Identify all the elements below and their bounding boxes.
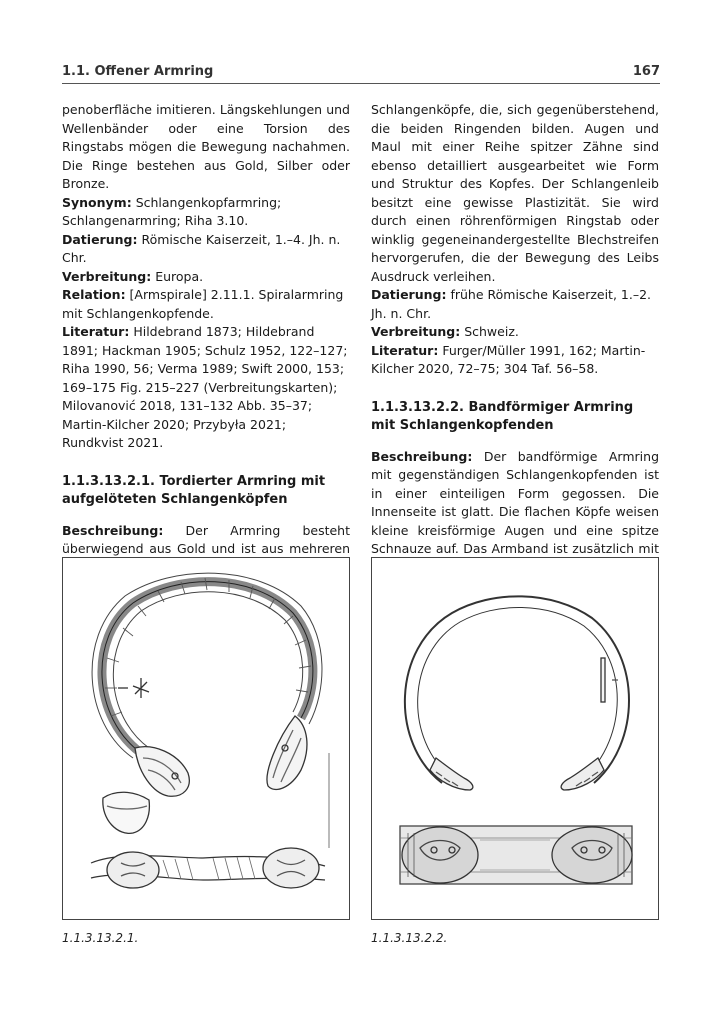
- verbreitung-entry-right: [371, 323, 659, 342]
- verbreitung-text: Europa.: [151, 268, 204, 284]
- beschreibung-text-right: Der bandförmige Armring mit gegenständigen Schlangenkopfenden ist in einer einteiligen Form gegossen. Die Innenseite ist glatt. Die flachen Köpfe weisen kleine kreisförmige Augen und eine spitze Schnauze auf. Das Armband ist zusätzlich mit: [371, 448, 659, 556]
- section-title-header: 1.1. Offener Armring: [62, 64, 214, 79]
- running-header: [62, 58, 660, 84]
- verbreitung-entry: [62, 268, 350, 287]
- figure-band-armring: [371, 557, 659, 920]
- intro-paragraph: penoberfläche imitieren. Längskehlungen und Wellenbänder oder eine Torsion des Ringstabs mögen die Bewegung nachahmen. Die Ringe bestehen aus Gold, Silber oder Bronze.: [62, 102, 350, 191]
- twisted-armring-drawing: [63, 558, 351, 921]
- literatur-label: Literatur:: [62, 324, 130, 339]
- relation-text: [Armspirale] 2.11.1. Spiralarmring mit Schlangenkopfende.: [62, 287, 344, 321]
- literatur-entry: [62, 323, 350, 453]
- datierung-text: Römische Kaiserzeit, 1.–4. Jh. n. Chr.: [62, 231, 341, 265]
- literatur-text: Hildebrand 1873; Hildebrand 1891; Hackman 1905; Schulz 1952, 122–127; Riha 1990, 56; Verma 1989; Swift 2000, 153; 169–175 Fig. 215–227 (Verbreitungskarten); Milovanović 2018, 131–132 Abb. 35–37; Martin-Kilcher 2020; Przybyła 2021; Rundkvist 2021.: [62, 324, 348, 450]
- datierung-label: Datierung:: [62, 231, 138, 247]
- page-number: 167: [632, 64, 660, 79]
- synonym-label: Synonym:: [62, 194, 132, 210]
- datierung-entry: [62, 231, 350, 268]
- beschreibung-label-right: Beschreibung:: [371, 448, 473, 464]
- figure-twisted-armring: [62, 557, 350, 920]
- beschreibung-label: Beschreibung:: [62, 522, 164, 538]
- literatur-entry-right: [371, 342, 659, 379]
- synonym-text: Schlangenkopfarmring; Schlangenarmring; Riha 3.10.: [62, 194, 282, 228]
- datierung-entry-right: [371, 286, 659, 323]
- beschreibung-text: Der Armring besteht überwiegend aus Gold und ist aus mehreren: [62, 522, 350, 556]
- left-column: [62, 101, 350, 614]
- synonym-entry: [62, 194, 350, 231]
- datierung-label-right: Datierung:: [371, 287, 447, 302]
- datierung-text-right: frühe Römische Kaiserzeit, 1.–2. Jh. n. Chr.: [371, 287, 652, 321]
- literatur-text-right: Furger/Müller 1991, 162; Martin-Kilcher 2020, 72–75; 304 Taf. 56–58.: [371, 342, 646, 376]
- verbreitung-label-right: Verbreitung:: [371, 324, 461, 339]
- band-armring-drawing: [372, 558, 660, 921]
- verbreitung-label: Verbreitung:: [62, 268, 152, 284]
- relation-label: Relation:: [62, 287, 126, 302]
- literatur-label-right: Literatur:: [371, 342, 439, 358]
- right-column: [371, 101, 659, 577]
- continuation-paragraph: Schlangenköpfe, die, sich gegenüberstehend, die beiden Ringenden bilden. Augen und Maul mit einer Reihe spitzer Zähne sind ebenso detailliert ausgearbeitet wie Form und Struktur des Kopfes. Der Schlangenleib besitzt eine gewisse Plastizität. Sie wird durch einen röhrenförmigen Ringstab oder winklig gegeneinandergestellte Blechstreifen hervorgerufen, die der Bewegung des Leibs Ausdruck verleihen.: [371, 102, 659, 284]
- section-heading-2-2: 1.1.3.13.2.2. Bandförmiger Armring mit Schlangenkopfenden: [371, 399, 634, 433]
- verbreitung-text-right: Schweiz.: [460, 324, 519, 339]
- section-heading-2-1: 1.1.3.13.2.1. Tordierter Armring mit aufgelöteten Schlangenköpfen: [62, 473, 326, 507]
- figure-caption-right: 1.1.3.13.2.2.: [371, 931, 448, 945]
- relation-entry: [62, 286, 350, 323]
- figure-caption-left: 1.1.3.13.2.1.: [62, 931, 139, 945]
